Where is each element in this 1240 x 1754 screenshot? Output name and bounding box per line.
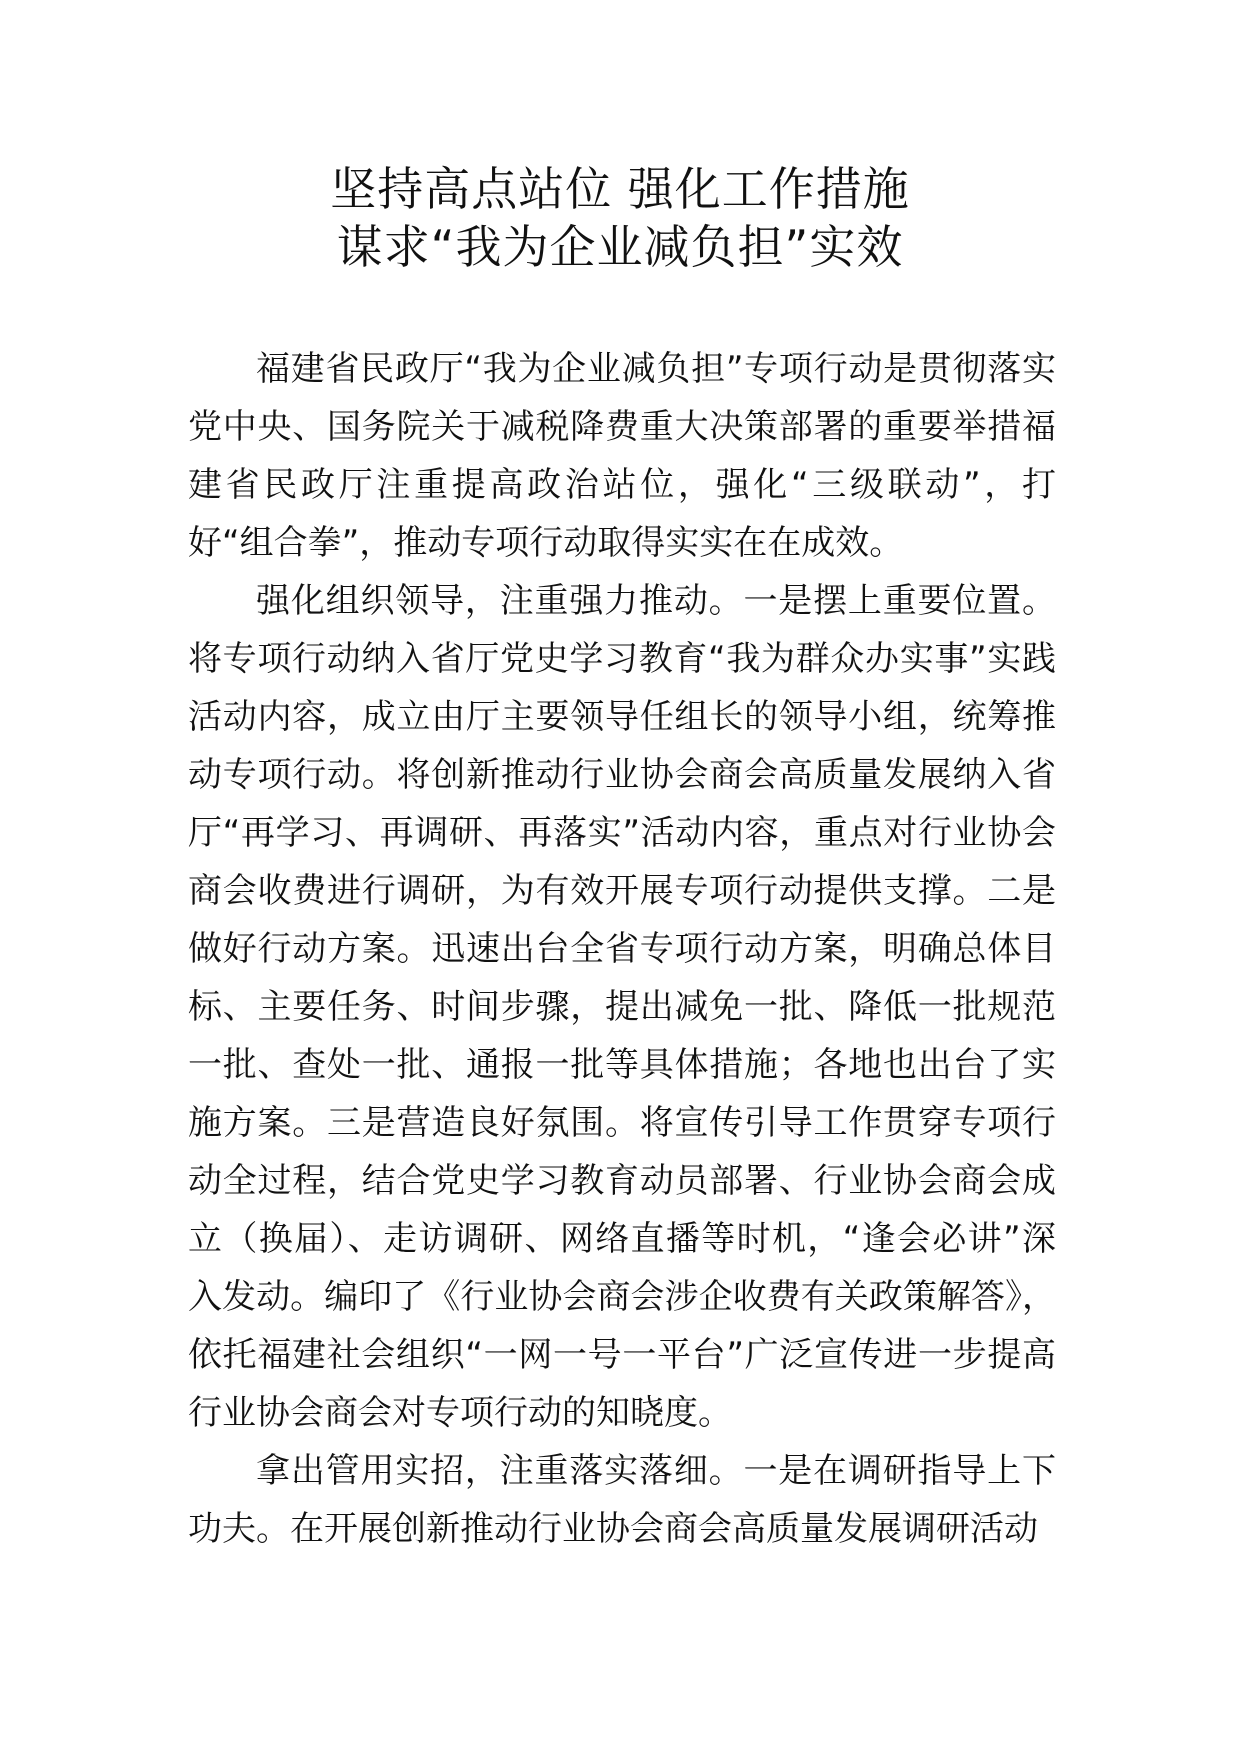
paragraph-organization: 强化组织领导，注重强力推动。一是摆上重要位置。将专项行动纳入省厅党史学习教育“我为群众办实事”实践活动内容，成立由厅主要领导任组长的领导小组，统筹推动专项行动。将创新推动行业协会商会高质量发展纳入省厅“再学习、再调研、再落实”活动内容，重点对行业协会商会收费进行调研，为有效开展专项行动提供支撑。二是做好行动方案。迅速出台全省专项行动方案，明确总体目标、主要任务、时间步骤，提出减免一批、降低一批规范一批、查处一批、通报一批等具体措施；各地也出台了实施方案。三是营造良好氛围。将宣传引导工作贯穿专项行动全过程，结合党史学习教育动员部署、行业协会商会成立（换届）、走访调研、网络直播等时机，“逢会必讲”深入发动。编印了《行业协会商会涉企收费有关政策解答》，依托福建社会组织“一网一号一平台”广泛宣传进一步提高行业协会商会对专项行动的知晓度。 [188, 581, 1056, 1433]
paragraph-intro: 福建省民政厅“我为企业减负担”专项行动是贯彻落实党中央、国务院关于减税降费重大决策部署的重要举措福建省民政厅注重提高政治站位，强化“三级联动”，打好“组合拳”，推动专项行动取得实实在在成效。 [188, 349, 1056, 563]
paragraph-measures: 拿出管用实招，注重落实落细。一是在调研指导上下功夫。在开展创新推动行业协会商会高质量发展调研活动 [188, 1451, 1056, 1549]
document-title [0, 160, 1240, 276]
document-body [188, 340, 1056, 1558]
title-line-1: 坚持高点站位 强化工作措施 [330, 162, 910, 216]
title-line-2: 谋求“我为企业减负担”实效 [336, 220, 904, 274]
